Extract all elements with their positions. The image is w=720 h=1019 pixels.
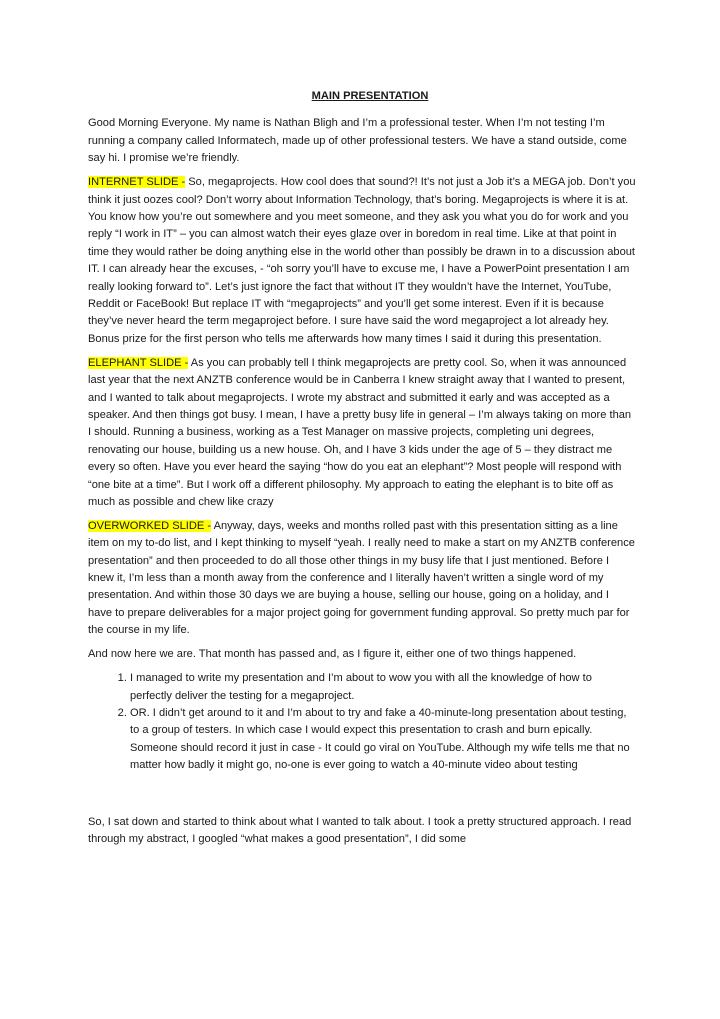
elephant-slide-label: ELEPHANT SLIDE -: [88, 356, 189, 369]
transition-paragraph: And now here we are. That month has passed and, as I figure it, either one of two things happened.: [88, 648, 577, 661]
internet-slide-paragraph: [88, 174, 636, 348]
intro-paragraph: Good Morning Everyone. My name is Nathan Bligh and I’m a professional tester. When I’m not testing I’m running a company called Informatech, made up of other professional testers. We have a stand outside, come say hi. I promise we’re friendly.: [88, 117, 627, 165]
internet-slide-text: So, megaprojects. How cool does that sound?! It’s not just a Job it’s a MEGA job. Don’t you think it just oozes cool? Don’t worry about Information Technology, that’s boring. Megaprojects is where it is at. You know how you’re out somewhere and you meet someone, and they ask you what you do for work and you reply “I work in IT” – you can almost watch their eyes glaze over in boredom in real time. Like at that point in time they would rather be doing anything else in the world other than possibly be drawn in to a discussion about IT. I can already hear the excuses, - “oh sorry you’ll have to excuse me, I have a PowerPoint presentation I am really looking forward to”. Let’s just ignore the fact that without IT they wouldn’t have the Internet, YouTube, Reddit or FaceBook! But replace IT with “megaprojects” and you’ll get some interest. Even if it is because they’ve never heard the term megaproject before. I sure have said the word megaproject a lot already hey. Bonus prize for the first person who tells me afterwards how many times I said it during this presentation.: [88, 176, 636, 345]
paragraph-spacer: [88, 775, 636, 814]
closing-paragraph: So, I sat down and started to think about what I wanted to talk about. I took a pretty structured approach. I read through my abstract, I googled “what makes a good presentation”, I did some: [88, 815, 632, 845]
elephant-slide-paragraph: [88, 355, 636, 512]
overworked-slide-paragraph: [88, 518, 636, 640]
document-title: MAIN PRESENTATION: [311, 90, 429, 102]
elephant-slide-text: As you can probably tell I think megaprojects are pretty cool. So, when it was announced last year that the next ANZTB conference would be in Canberra I knew straight away that I wanted to present, and I wanted to talk about megaprojects. I wrote my abstract and submitted it early and was accepted as a speaker. And then things got busy. I mean, I have a pretty busy life in general – I’m always taking on more than I should. Running a business, working as a Test Manager on massive projects, completing uni degrees, renovating our house, building us a new house. Oh, and I have 3 kids under the age of 5 – they distract me every so often. Have you ever heard the saying “how do you eat an elephant”? Most people will respond with “one bite at a time”. But I work off a different philosophy. My approach to eating the elephant is to bite off as much as possible and chew like crazy: [88, 356, 632, 508]
numbered-list: [88, 670, 636, 774]
list-item: 2. OR. I didn’t get around to it and I’m about to try and fake a 40-minute-long presentation about testing, to a group of testers. In which case I would expect this presentation to crash and burn epically. Someone should record it just in case - It could go viral on YouTube. Although my wife tells me that no matter how badly it might go, no-one is ever going to watch a 40-minute video about testing: [130, 705, 636, 775]
list-item: 1. I managed to write my presentation and I’m about to wow you with all the knowledge of how to perfectly deliver the testing for a megaproject.: [130, 670, 636, 705]
overworked-slide-label: OVERWORKED SLIDE -: [88, 519, 212, 532]
internet-slide-label: INTERNET SLIDE -: [88, 176, 186, 189]
document-body: [88, 88, 636, 855]
overworked-slide-text: Anyway, days, weeks and months rolled past with this presentation sitting as a line item on my to-do list, and I kept thinking to myself “yeah. I really need to make a start on my ANZTB conference presentation” and then proceeded to do all those other things in my busy life that I just mentioned. Before I knew it, I’m less than a month away from the conference and I literally haven’t written a single word of my presentation. And within those 30 days we are buying a house, selling our house, going on a holiday, and I have to prepare deliverables for a major project going for government funding approval. So pretty much par for the course in my life.: [88, 519, 635, 637]
